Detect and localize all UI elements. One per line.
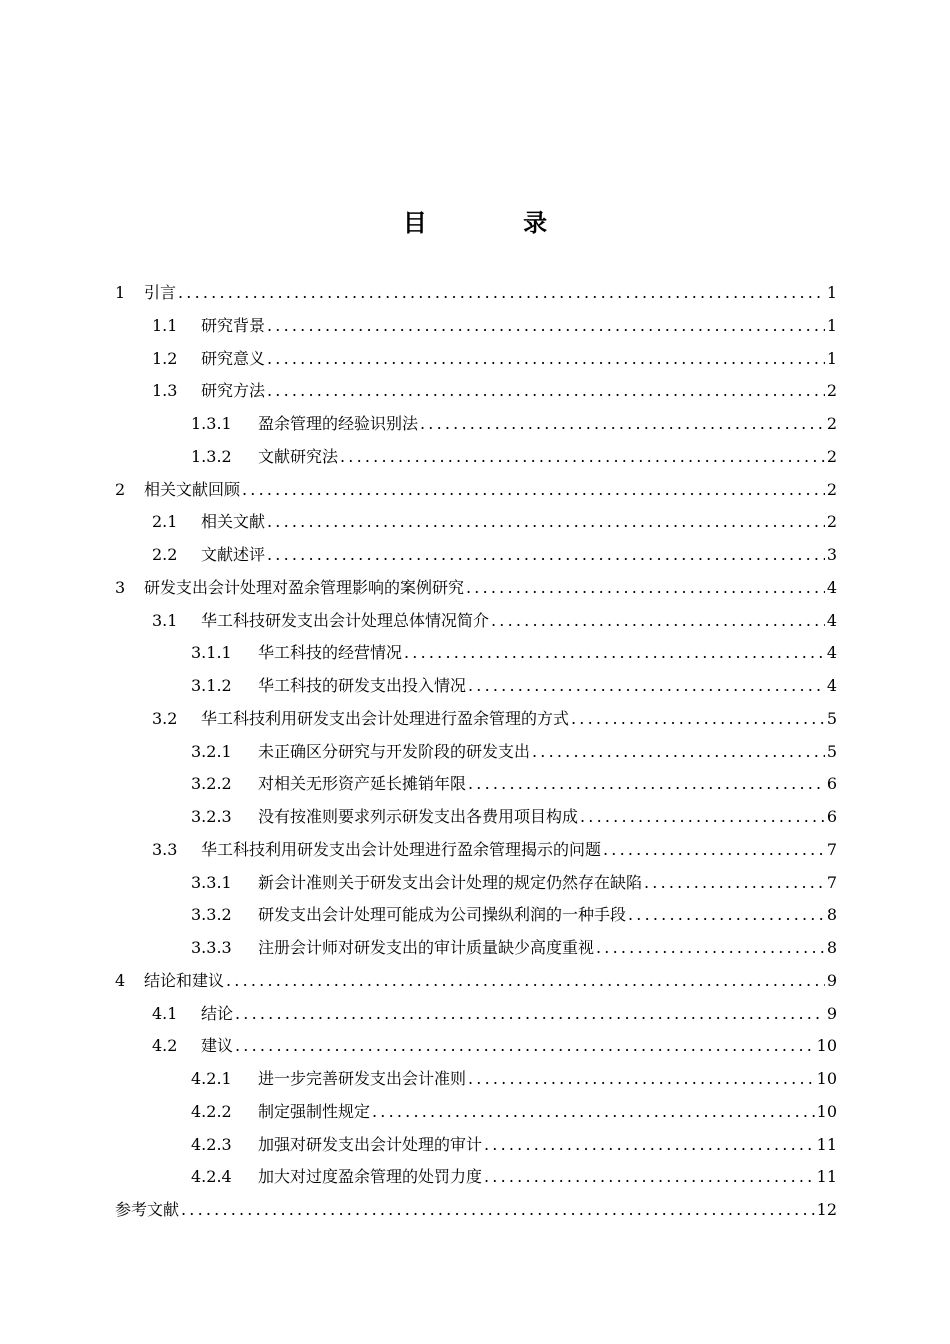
toc-entry-page-number: 4 <box>826 610 837 630</box>
toc-entry[interactable] <box>115 441 837 474</box>
toc-entry[interactable] <box>115 867 837 900</box>
toc-entry-page-number: 11 <box>816 1167 837 1187</box>
toc-entry-page-number: 12 <box>816 1200 837 1219</box>
toc-entry[interactable] <box>115 768 837 801</box>
toc-entry-title: 加大对过度盈余管理的处罚力度 <box>258 1167 483 1187</box>
dot-leader <box>484 1129 815 1162</box>
toc-entry-page-number: 10 <box>816 1069 837 1088</box>
toc-entry-number: 3.3.1 <box>191 872 232 892</box>
toc-entry-number: 1.3.2 <box>191 446 232 466</box>
toc-entry[interactable] <box>115 899 837 932</box>
toc-entry-page-number: 7 <box>826 839 837 859</box>
toc-entry-number: 1.1 <box>152 315 178 335</box>
toc-entry[interactable] <box>115 965 837 998</box>
dot-leader <box>466 572 825 605</box>
toc-entry-page-number: 10 <box>816 1036 837 1056</box>
dot-leader <box>484 1161 815 1194</box>
toc-entry[interactable] <box>115 1030 837 1063</box>
dot-leader <box>372 1096 815 1129</box>
toc-entry-title: 相关文献 <box>201 512 266 532</box>
dot-leader <box>420 408 825 441</box>
toc-entry-title: 华工科技利用研发支出会计处理进行盈余管理揭示的问题 <box>201 839 602 859</box>
toc-entry-title: 参考文献 <box>115 1200 180 1219</box>
toc-entry-number: 3.2.2 <box>191 774 232 794</box>
toc-entry[interactable] <box>115 1096 837 1129</box>
toc-entry-number: 4.1 <box>152 1003 178 1023</box>
dot-leader <box>235 1030 815 1063</box>
toc-entry[interactable] <box>115 1063 837 1096</box>
toc-entry-number: 3.2 <box>152 708 178 728</box>
toc-entry-title: 新会计准则关于研发支出会计处理的规定仍然存在缺陷 <box>258 872 643 892</box>
toc-entry-number: 3.3.3 <box>191 938 232 957</box>
dot-leader <box>580 801 825 834</box>
toc-entry-page-number: 2 <box>826 512 837 532</box>
toc-entry-page-number: 6 <box>826 807 837 826</box>
toc-entry-title: 华工科技的经营情况 <box>258 643 403 663</box>
toc-entry-title: 文献研究法 <box>258 446 339 466</box>
toc-entry[interactable] <box>115 474 837 507</box>
toc-entry-title: 研究背景 <box>201 315 266 335</box>
toc-entry-number: 3.2.1 <box>191 741 232 761</box>
toc-entry-title: 研究方法 <box>201 381 266 401</box>
toc-entry-number: 2 <box>115 479 126 499</box>
toc-entry[interactable] <box>115 736 837 769</box>
toc-entry-number: 1.2 <box>152 348 178 368</box>
dot-leader <box>468 1063 815 1096</box>
toc-entry-number: 3 <box>115 577 126 597</box>
toc-entry-page-number: 4 <box>826 676 837 695</box>
dot-leader <box>267 343 825 376</box>
toc-entry[interactable] <box>115 1194 837 1227</box>
dot-leader <box>596 932 825 965</box>
toc-entry-page-number: 9 <box>826 970 837 990</box>
dot-leader <box>340 441 825 474</box>
toc-entry-page-number: 7 <box>826 872 837 892</box>
toc-entry-title: 相关文献回顾 <box>144 479 241 499</box>
toc-entry-title: 华工科技利用研发支出会计处理进行盈余管理的方式 <box>201 708 570 728</box>
page-title: 目 录 <box>402 209 592 237</box>
toc-entry[interactable] <box>115 998 837 1031</box>
toc-entry-number: 3.3 <box>152 839 178 859</box>
dot-leader <box>571 703 825 736</box>
dot-leader <box>181 1194 815 1227</box>
toc-entry[interactable] <box>115 375 837 408</box>
dot-leader <box>532 736 825 769</box>
toc-entry[interactable] <box>115 637 837 670</box>
toc-entry-title: 结论 <box>201 1003 234 1023</box>
toc-entry-title: 建议 <box>201 1036 234 1056</box>
toc-entry[interactable] <box>115 703 837 736</box>
toc-entry-page-number: 8 <box>826 905 837 925</box>
toc-entry[interactable] <box>115 834 837 867</box>
toc-entry[interactable] <box>115 539 837 572</box>
toc-entry-number: 4.2.4 <box>191 1167 232 1187</box>
toc-entry-number: 3.1.1 <box>191 643 232 663</box>
toc-entry-page-number: 1 <box>826 348 837 368</box>
toc-entry-number: 4 <box>115 970 126 990</box>
toc-entry-page-number: 4 <box>826 577 837 597</box>
toc-entry-number: 1.3 <box>152 381 178 401</box>
toc-entry-number: 4.2.3 <box>191 1134 232 1154</box>
toc-entry-number: 3.3.2 <box>191 905 232 925</box>
toc-list <box>115 277 837 1227</box>
toc-entry-page-number: 2 <box>826 446 837 466</box>
toc-entry-title: 进一步完善研发支出会计准则 <box>258 1069 467 1088</box>
dot-leader <box>491 605 825 638</box>
dot-leader <box>226 965 825 998</box>
toc-entry-title: 引言 <box>144 283 177 302</box>
toc-entry[interactable] <box>115 277 837 310</box>
toc-entry-page-number: 10 <box>816 1101 837 1121</box>
toc-entry[interactable] <box>115 408 837 441</box>
toc-entry-title: 加强对研发支出会计处理的审计 <box>258 1134 483 1154</box>
toc-entry-page-number: 9 <box>826 1003 837 1023</box>
dot-leader <box>267 375 825 408</box>
toc-entry-title: 未正确区分研究与开发阶段的研发支出 <box>258 741 531 761</box>
toc-entry-title: 盈余管理的经验识别法 <box>258 414 419 433</box>
toc-entry-page-number: 1 <box>826 315 837 335</box>
toc-entry-number: 4.2.2 <box>191 1101 232 1121</box>
toc-entry-number: 3.2.3 <box>191 807 232 826</box>
toc-entry-title: 华工科技的研发支出投入情况 <box>258 676 467 695</box>
dot-leader <box>644 867 825 900</box>
dot-leader <box>468 670 825 703</box>
toc-entry-title: 文献述评 <box>201 545 266 564</box>
toc-entry-title: 华工科技研发支出会计处理总体情况简介 <box>201 610 490 630</box>
toc-entry-number: 3.1.2 <box>191 676 232 695</box>
toc-entry[interactable] <box>115 605 837 638</box>
toc-entry[interactable] <box>115 1161 837 1194</box>
toc-entry-page-number: 5 <box>826 741 837 761</box>
dot-leader <box>235 998 825 1031</box>
toc-entry-number: 4.2 <box>152 1036 178 1056</box>
toc-entry-number: 2.2 <box>152 545 178 564</box>
dot-leader <box>267 539 825 572</box>
dot-leader <box>468 768 825 801</box>
dot-leader <box>242 474 825 507</box>
toc-entry-title: 研究意义 <box>201 348 266 368</box>
toc-entry[interactable] <box>115 1129 837 1162</box>
toc-entry-number: 4.2.1 <box>191 1069 232 1088</box>
toc-entry-title: 研发支出会计处理对盈余管理影响的案例研究 <box>144 577 465 597</box>
toc-entry[interactable] <box>115 506 837 539</box>
toc-entry-title: 没有按准则要求列示研发支出各费用项目构成 <box>258 807 579 826</box>
toc-entry[interactable] <box>115 310 837 343</box>
dot-leader <box>603 834 825 867</box>
toc-entry[interactable] <box>115 572 837 605</box>
toc-entry-page-number: 8 <box>826 938 837 957</box>
toc-entry-page-number: 11 <box>816 1134 837 1154</box>
toc-entry-number: 1 <box>115 283 126 302</box>
toc-entry-title: 注册会计师对研发支出的审计质量缺少高度重视 <box>258 938 595 957</box>
toc-entry[interactable] <box>115 932 837 965</box>
toc-entry-page-number: 1 <box>826 283 837 302</box>
toc-entry-page-number: 2 <box>826 479 837 499</box>
toc-entry-page-number: 2 <box>826 381 837 401</box>
dot-leader <box>628 899 825 932</box>
toc-entry[interactable] <box>115 670 837 703</box>
dot-leader <box>267 310 825 343</box>
dot-leader <box>178 277 825 310</box>
toc-entry-page-number: 4 <box>826 643 837 663</box>
toc-entry-title: 结论和建议 <box>144 970 225 990</box>
toc-entry-number: 2.1 <box>152 512 178 532</box>
dot-leader <box>267 506 825 539</box>
toc-entry-title: 制定强制性规定 <box>258 1101 371 1121</box>
toc-entry-page-number: 6 <box>826 774 837 794</box>
toc-entry[interactable] <box>115 343 837 376</box>
toc-entry[interactable] <box>115 801 837 834</box>
toc-entry-page-number: 2 <box>826 414 837 433</box>
toc-entry-page-number: 5 <box>826 708 837 728</box>
dot-leader <box>404 637 825 670</box>
toc-entry-number: 1.3.1 <box>191 414 232 433</box>
toc-entry-title: 对相关无形资产延长摊销年限 <box>258 774 467 794</box>
toc-entry-title: 研发支出会计处理可能成为公司操纵利润的一种手段 <box>258 905 627 925</box>
toc-entry-page-number: 3 <box>826 545 837 564</box>
toc-entry-number: 3.1 <box>152 610 178 630</box>
